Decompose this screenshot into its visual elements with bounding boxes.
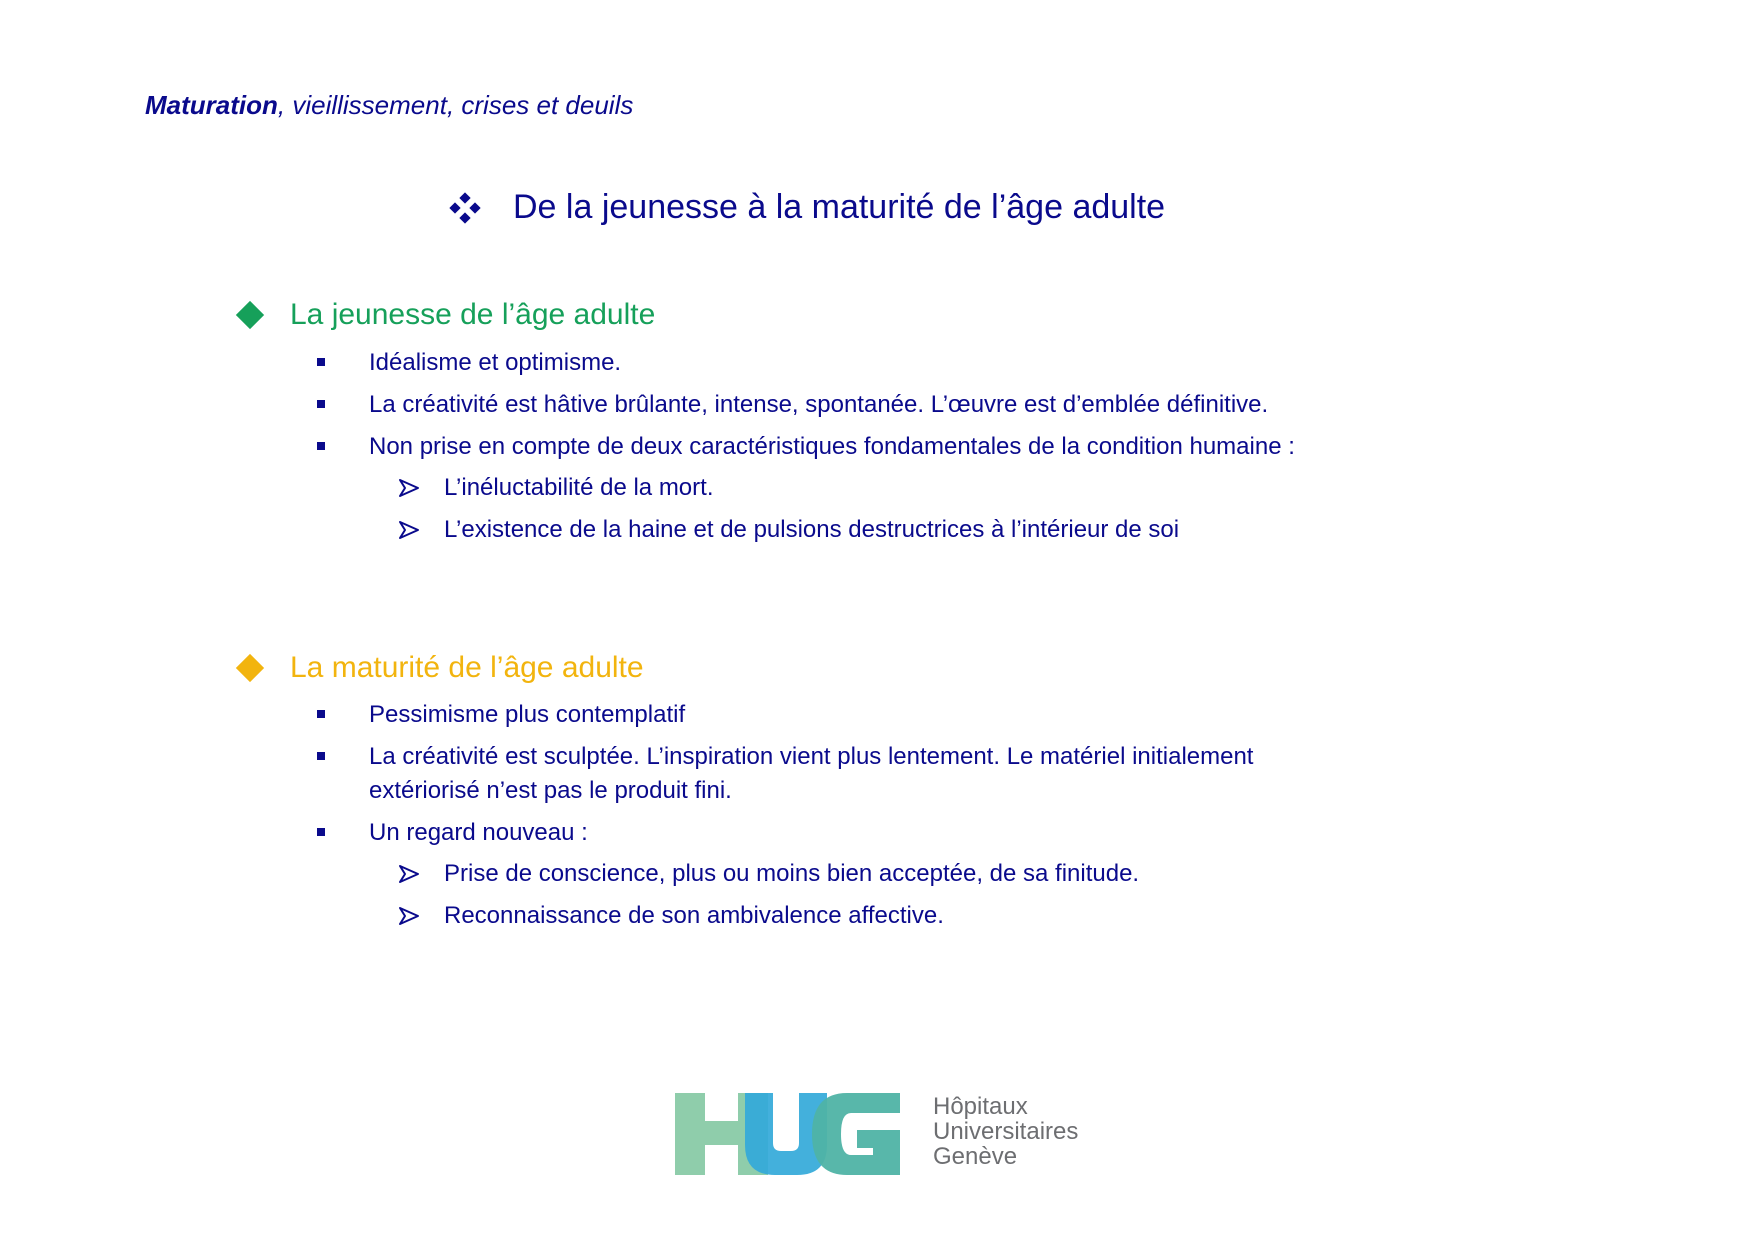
arrowhead-bullet-icon	[398, 857, 420, 891]
square-bullet-icon	[317, 828, 325, 836]
list-item	[317, 816, 588, 850]
sub-list-item	[398, 471, 713, 505]
list-item	[317, 740, 1253, 808]
yellow-diamond-bullet-icon	[236, 654, 264, 682]
square-bullet-icon	[317, 752, 325, 760]
page-title	[451, 188, 1165, 227]
list-item	[317, 430, 1295, 464]
hug-logo-text	[933, 1094, 1078, 1169]
list-item-text: La créativité est sculptée. L’inspiration vient plus lentement. Le matériel initialement	[369, 743, 1254, 770]
logo-text-line: Genève	[933, 1143, 1018, 1170]
document-header	[145, 90, 633, 121]
sub-list-item-text: Prise de conscience, plus ou moins bien acceptée, de sa finitude.	[444, 860, 1140, 887]
header-rest-text: , vieillissement, crises et deuils	[277, 90, 634, 120]
list-item-text: Idéalisme et optimisme.	[369, 349, 622, 376]
four-diamond-bullet-icon	[451, 194, 479, 222]
arrowhead-bullet-icon	[398, 471, 420, 505]
list-item	[317, 388, 1268, 422]
list-item-text: extériorisé n’est pas le produit fini.	[369, 777, 732, 804]
arrowhead-bullet-icon	[398, 899, 420, 933]
list-item-text: Non prise en compte de deux caractéristiques fondamentales de la condition humaine :	[369, 433, 1295, 460]
list-item-text-block	[369, 740, 1253, 808]
sub-list-item	[398, 857, 1139, 891]
sub-list-item-text: L’inéluctabilité de la mort.	[444, 474, 714, 501]
logo-text-line: Hôpitaux	[933, 1093, 1028, 1120]
square-bullet-icon	[317, 400, 325, 408]
list-item-text: La créativité est hâtive brûlante, intense, spontanée. L’œuvre est d’emblée définitive.	[369, 391, 1269, 418]
list-item	[317, 698, 685, 732]
section-heading-maturity	[240, 651, 644, 685]
section-heading-text: La jeunesse de l’âge adulte	[290, 298, 656, 331]
list-item	[317, 346, 621, 380]
page-title-text: De la jeunesse à la maturité de l’âge adulte	[513, 188, 1166, 226]
section-heading-text: La maturité de l’âge adulte	[290, 651, 644, 684]
section-heading-youth	[240, 298, 655, 332]
list-item-text: Un regard nouveau :	[369, 819, 588, 846]
logo-text-line: Universitaires	[933, 1118, 1079, 1145]
sub-list-item	[398, 513, 1179, 547]
green-diamond-bullet-icon	[236, 301, 264, 329]
square-bullet-icon	[317, 442, 325, 450]
arrowhead-bullet-icon	[398, 513, 420, 547]
list-item-text: Pessimisme plus contemplatif	[369, 701, 686, 728]
square-bullet-icon	[317, 358, 325, 366]
square-bullet-icon	[317, 710, 325, 718]
sub-list-item-text: L’existence de la haine et de pulsions destructrices à l’intérieur de soi	[444, 516, 1180, 543]
sub-list-item	[398, 899, 944, 933]
sub-list-item-text: Reconnaissance de son ambivalence affective.	[444, 902, 944, 929]
header-bold-text: Maturation	[145, 90, 278, 120]
